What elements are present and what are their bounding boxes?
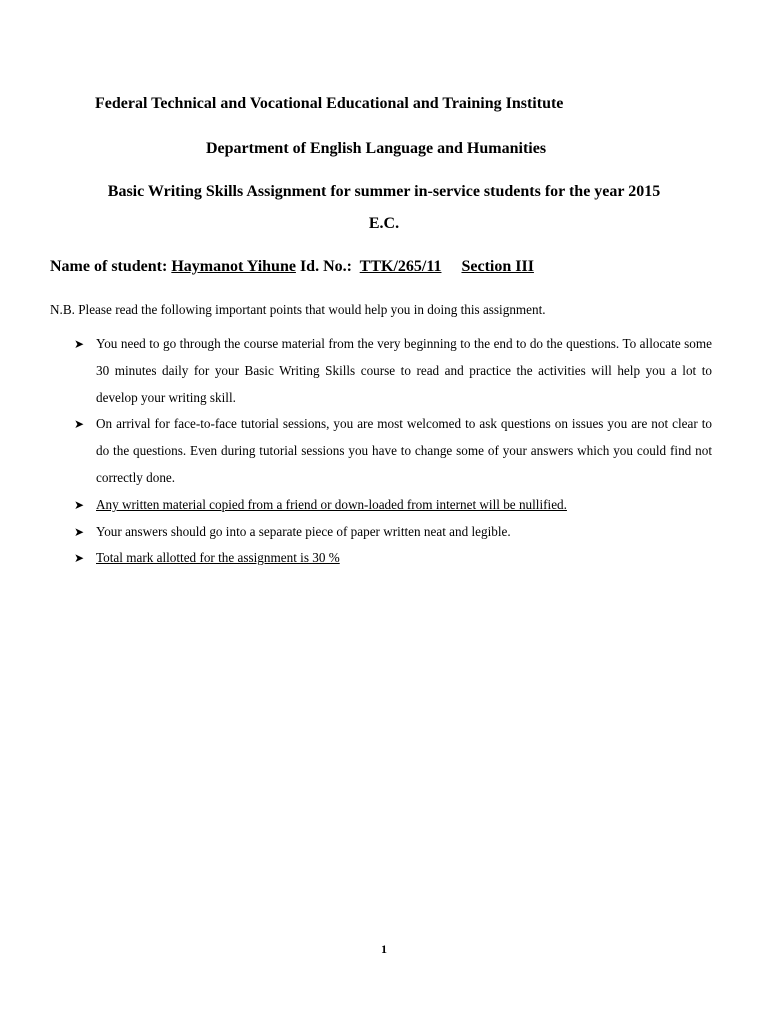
- list-item-text: You need to go through the course material from the very beginning to the end to do the questions. To allocate some 30 minutes daily for your Basic Writing Skills course to read and practice the activities will help you a lot to develop your writing skill.: [96, 336, 712, 405]
- assignment-title-line1: Basic Writing Skills Assignment for summer in-service students for the year 2015: [107, 183, 661, 200]
- list-item: [74, 331, 712, 411]
- list-item: [74, 492, 712, 519]
- list-item-text: Any written material copied from a friend or down-loaded from internet will be nullified.: [96, 496, 567, 512]
- arrow-bullet-icon: ➤: [74, 497, 85, 512]
- list-item: [74, 519, 712, 546]
- student-info-line: [50, 257, 534, 277]
- page-number: 1: [381, 942, 387, 956]
- list-item: [74, 411, 712, 491]
- list-item-text: On arrival for face-to-face tutorial sessions, you are most welcomed to ask questions on issues you are not clear to do the questions. Even during tutorial sessions you have to change some of your answers which you could find not correctly done.: [96, 416, 712, 485]
- arrow-bullet-icon: ➤: [74, 337, 85, 351]
- institute-heading: Federal Technical and Vocational Educational and Training Institute: [95, 95, 564, 112]
- instructions-list: [74, 331, 712, 572]
- student-name-label: Name of student:: [50, 258, 168, 275]
- list-item: [74, 545, 712, 572]
- student-section: Section III: [461, 258, 534, 275]
- student-name-value: Haymanot Yihune: [171, 258, 296, 275]
- list-item-text: Total mark allotted for the assignment is 30 %: [96, 550, 340, 566]
- student-id-value: TTK/265/11: [359, 258, 442, 275]
- arrow-bullet-icon: ➤: [74, 417, 85, 432]
- arrow-bullet-icon: ➤: [74, 524, 85, 539]
- arrow-bullet-icon: ➤: [74, 551, 85, 566]
- department-heading: Department of English Language and Humanities: [206, 140, 547, 157]
- instructions-note: N.B. Please read the following important points that would help you in doing this assignment.: [50, 302, 546, 317]
- student-id-label: Id. No.:: [299, 258, 352, 275]
- assignment-title-line2: E.C.: [368, 215, 400, 232]
- list-item-text: Your answers should go into a separate piece of paper written neat and legible.: [96, 523, 511, 539]
